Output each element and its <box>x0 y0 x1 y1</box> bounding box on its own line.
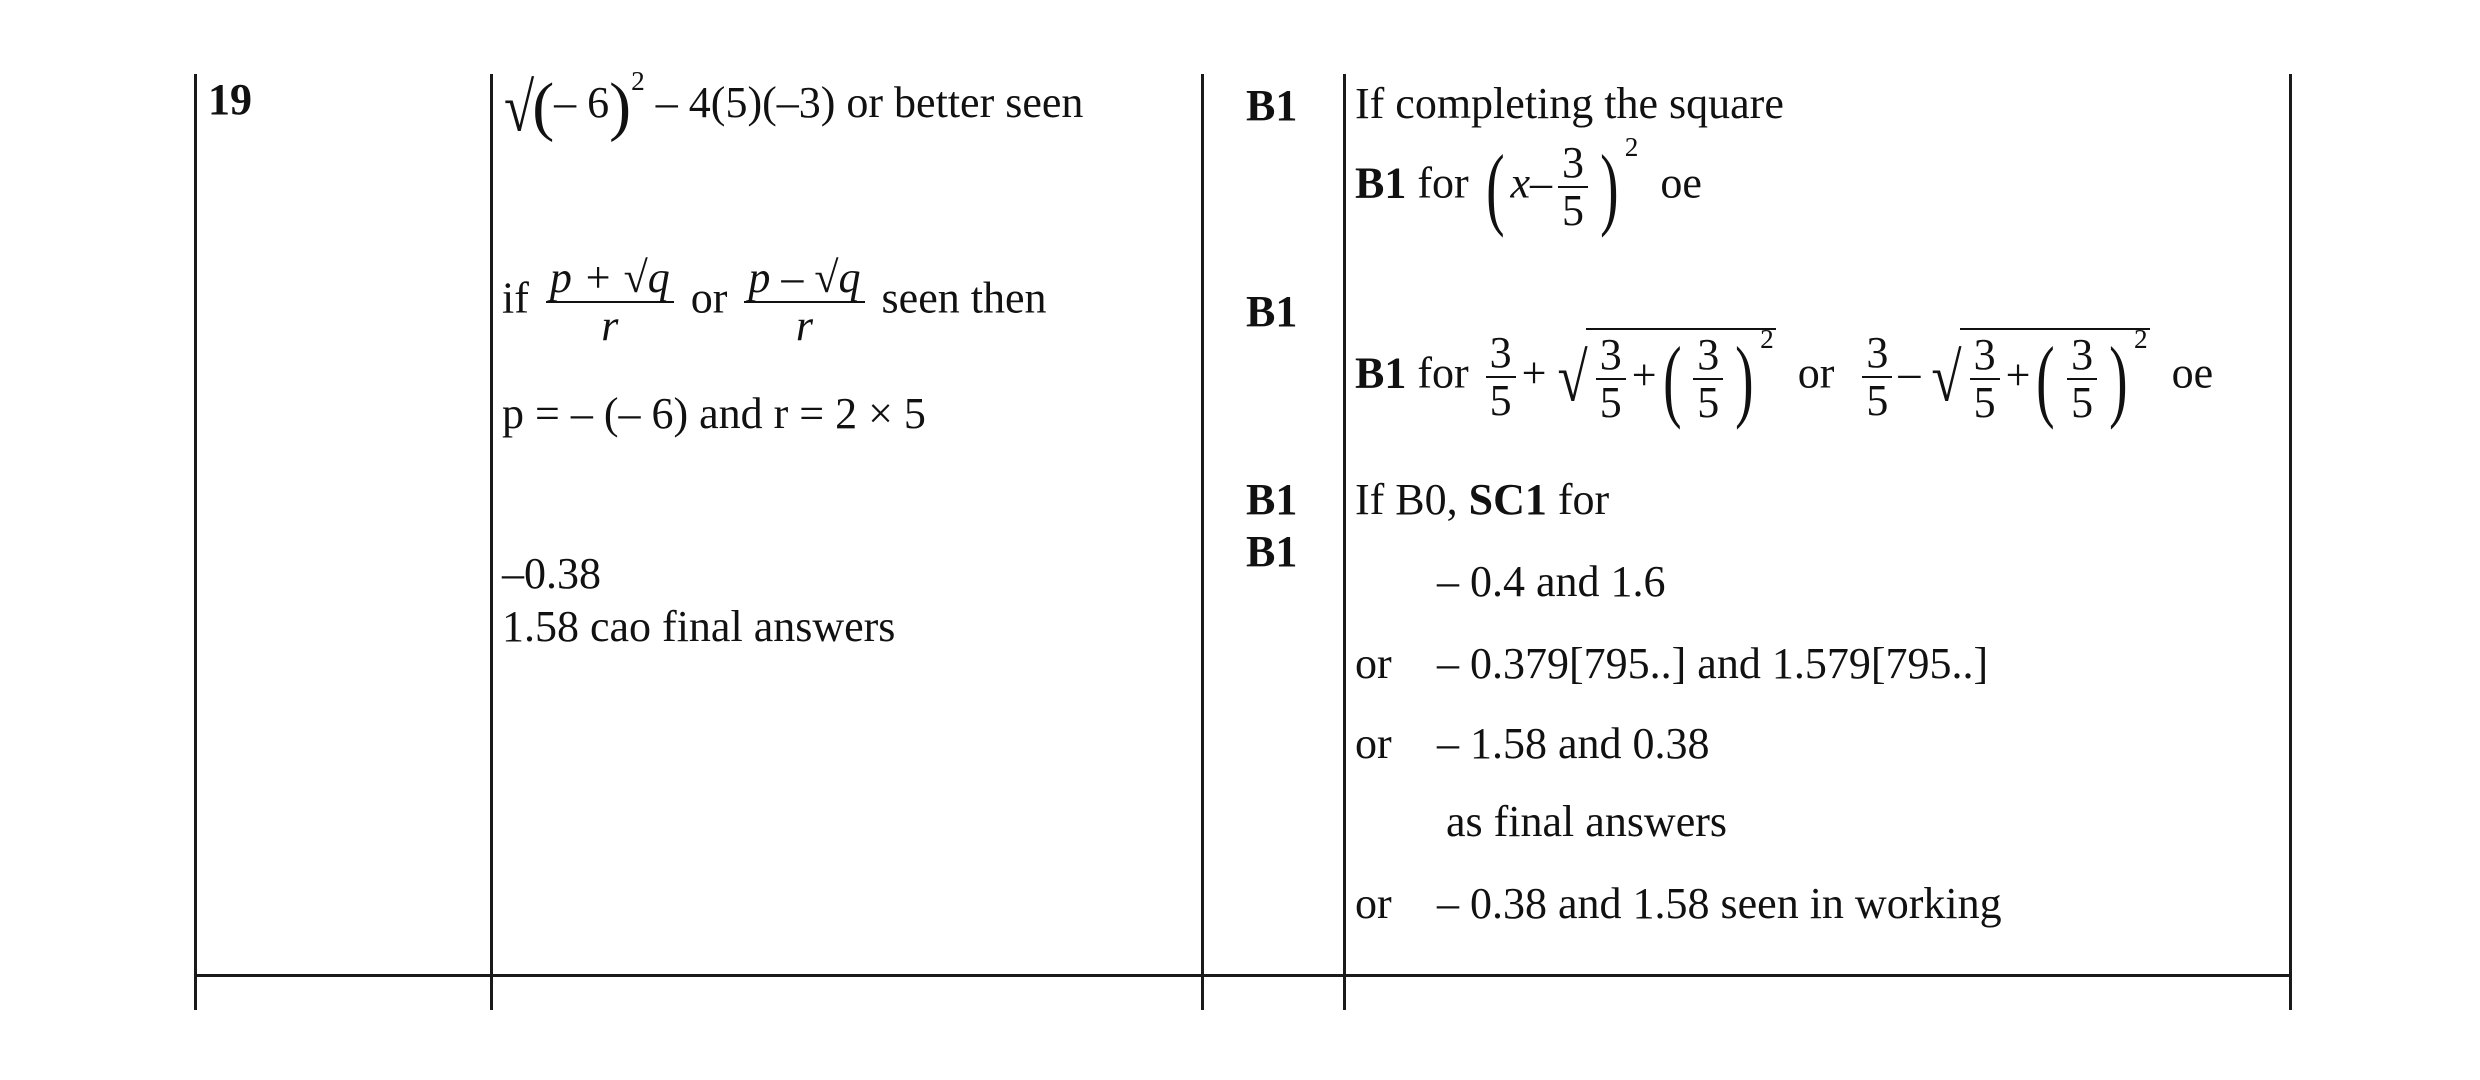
table-divider-notes <box>1343 74 1346 1010</box>
note-alt-4: as final answers <box>1446 797 1728 846</box>
note-b1-roots-expression: B1 for $\frac{3}{5}$ + √ $\frac{3}{5}$ +( $\frac{3}{5}$ ) $^2$ or $\frac{3}{5}$ – √ $\frac{3}{5}$ +( $\frac{3}{5}$ ) $^2$ oe <box>1355 324 2214 430</box>
note-b1-completed-square: B1 for ( x– $\frac{3}{5}$ ) $^2$ oe <box>1355 132 1702 238</box>
note-completing-square: If completing the square <box>1355 79 1784 128</box>
note-or-2: or <box>1355 719 1392 768</box>
sqrt-symbol: √ $\frac{3}{5}$ +( $\frac{3}{5}$ ) $^2$ <box>1931 324 2148 430</box>
answer-line-root-2: 1.58 cao final answers <box>502 602 896 651</box>
fraction-3-5: $\frac{3}{5}$ <box>1558 140 1588 234</box>
note-or-3: or <box>1355 879 1392 928</box>
note-alt-2: – 0.379[795..] and 1.579[795..] <box>1437 639 1989 688</box>
table-border-left <box>194 74 197 1010</box>
note-special-case: If B0, SC1 for <box>1355 475 1610 524</box>
mark-1: B1 <box>1246 81 1298 130</box>
table-row-divider <box>194 974 2292 977</box>
note-or-1: or <box>1355 639 1392 688</box>
sqrt-symbol: √ $\frac{3}{5}$ +( $\frac{3}{5}$ ) $^2$ <box>1557 324 1774 430</box>
sqrt-symbol: √ <box>504 68 535 146</box>
note-alt-3: – 1.58 and 0.38 <box>1437 719 1710 768</box>
table-divider-answer <box>490 74 493 1010</box>
answer-line-discriminant: √(– 6)$^2$ – 4(5)(–3) or better seen <box>504 66 1084 146</box>
mark-3: B1 <box>1246 475 1298 524</box>
table-divider-mark <box>1201 74 1204 1010</box>
fraction-p-plus-root-q: $\frac{p + √q}{r}$ <box>546 255 674 349</box>
answer-line-p-r: p = – (– 6) and r = 2 × 5 <box>502 389 926 438</box>
mark-2: B1 <box>1246 287 1298 336</box>
answer-line-root-1: –0.38 <box>502 549 601 598</box>
question-number: 19 <box>208 75 252 124</box>
fraction-p-minus-root-q: $\frac{p - √q}{r}$ <box>744 255 864 349</box>
answer-line-formula: if $\frac{p + √q}{r}$ or $\frac{p - √q}{r}$ seen then <box>502 253 1047 351</box>
mark-4: B1 <box>1246 527 1298 576</box>
note-alt-1: – 0.4 and 1.6 <box>1437 557 1666 606</box>
note-alt-5: – 0.38 and 1.58 seen in working <box>1437 879 2002 928</box>
table-border-right <box>2289 74 2292 1010</box>
